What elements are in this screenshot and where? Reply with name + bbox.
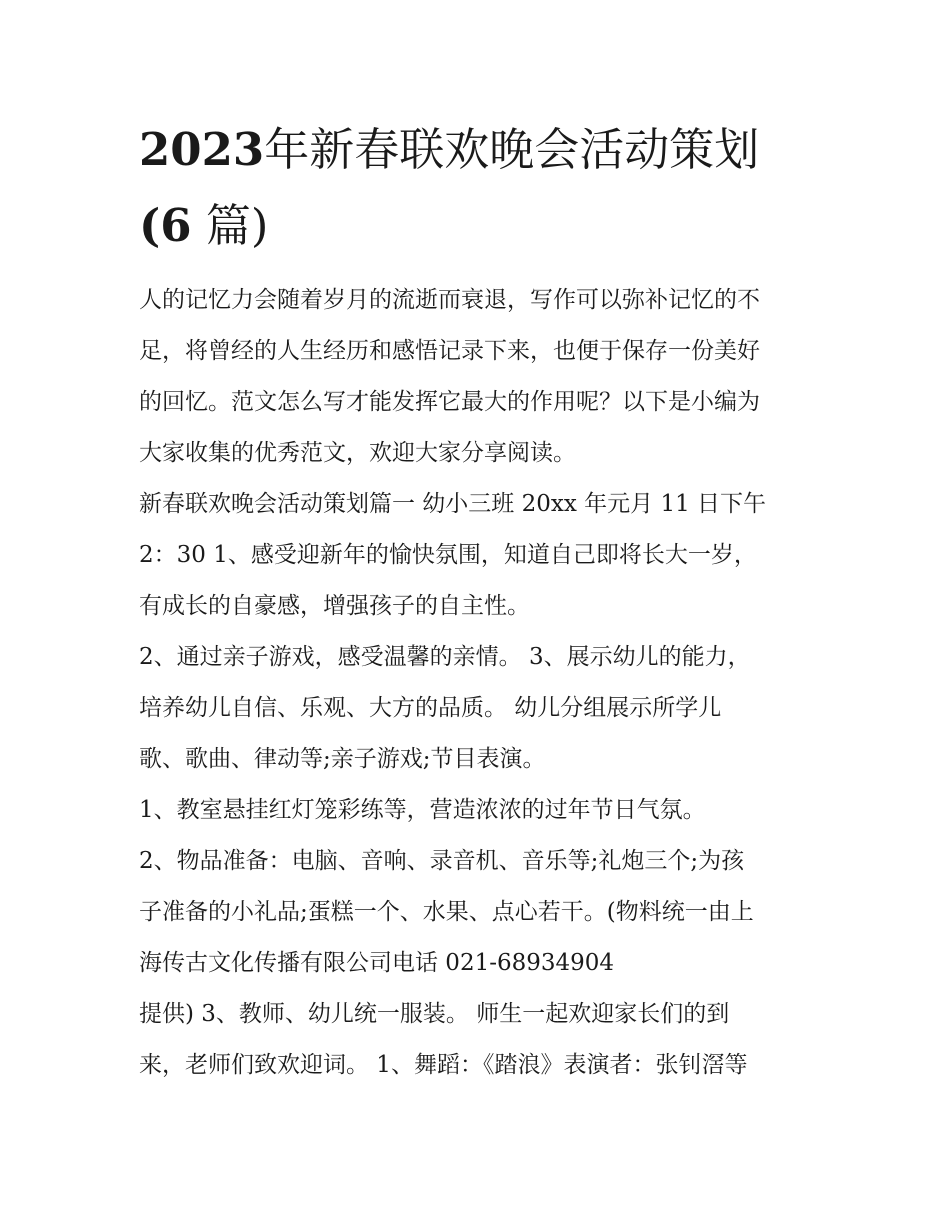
body-line: 海传古文化传播有限公司电话 021-68934904 xyxy=(139,950,615,976)
body-line: 培养幼儿自信、乐观、大方的品质。 幼儿分组展示所学儿 xyxy=(139,695,722,721)
title-year: 2023 xyxy=(139,123,265,176)
body-line: 2、物品准备：电脑、音响、录音机、音乐等;礼炮三个;为孩 xyxy=(139,848,745,874)
body-line: 有成长的自豪感，增强孩子的自主性。 xyxy=(139,593,530,619)
body-line: 提供) 3、教师、幼儿统一服装。 师生一起欢迎家长们的到 xyxy=(139,1001,730,1027)
body-line: 子准备的小礼品;蛋糕一个、水果、点心若干。(物料统一由上 xyxy=(139,899,754,925)
title-count: (6 xyxy=(139,199,192,252)
document-title xyxy=(139,112,819,264)
body-line: 人的记忆力会随着岁月的流逝而衰退，写作可以弥补记忆的不 xyxy=(139,287,760,313)
body-line: 歌、歌曲、律动等;亲子游戏;节目表演。 xyxy=(139,746,546,772)
body-line: 大家收集的优秀范文，欢迎大家分享阅读。 xyxy=(139,440,576,466)
title-text-line1: 年新春联欢晚会活动策划 xyxy=(264,123,760,176)
body-line: 足，将曾经的人生经历和感悟记录下来，也便于保存一份美好 xyxy=(139,338,760,364)
body-line: 2、通过亲子游戏，感受温馨的亲情。 3、展示幼儿的能力， xyxy=(139,644,751,670)
body-line: 1、教室悬挂红灯笼彩练等，营造浓浓的过年节日气氛。 xyxy=(139,797,706,823)
title-text-line2: 篇) xyxy=(205,199,269,252)
body-line: 2：30 1、感受迎新年的愉快氛围，知道自己即将长大一岁， xyxy=(139,542,757,568)
body-line: 新春联欢晚会活动策划篇一 幼小三班 20xx 年元月 11 日下午 xyxy=(139,491,767,517)
body-line: 来，老师们致欢迎词。 1、舞蹈：《踏浪》表演者：张钊滘等 xyxy=(139,1052,748,1078)
body-line: 的回忆。范文怎么写才能发挥它最大的作用呢？以下是小编为 xyxy=(139,389,760,415)
